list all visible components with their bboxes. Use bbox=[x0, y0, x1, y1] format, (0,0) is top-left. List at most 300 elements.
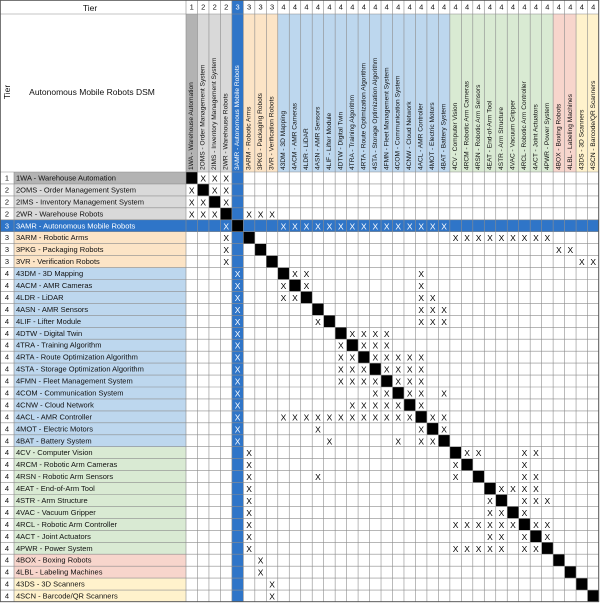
dependency-mark: X bbox=[383, 364, 390, 375]
row-tier-number: 3 bbox=[4, 257, 10, 267]
column-label: 4EAT - End-of-Arm Tool bbox=[486, 100, 494, 170]
column-tier-number: 4 bbox=[350, 2, 355, 12]
amr-col-highlight bbox=[232, 530, 243, 542]
row-label: 4SCN - Barcode/QR Scanners bbox=[16, 591, 118, 601]
dependency-mark: X bbox=[338, 412, 344, 423]
dependency-mark: X bbox=[234, 280, 241, 291]
amr-row-highlight bbox=[588, 220, 599, 232]
row-tier-number: 3 bbox=[4, 245, 10, 255]
dependency-mark: X bbox=[533, 543, 539, 554]
dependency-mark: X bbox=[418, 436, 425, 447]
dependency-mark: X bbox=[188, 185, 195, 196]
column-label: 4TRA - Training Algorithm bbox=[348, 94, 356, 170]
dependency-mark: X bbox=[257, 555, 264, 566]
dependency-mark: X bbox=[360, 221, 367, 232]
row-label: 4FMN - Fleet Management System bbox=[16, 376, 133, 386]
column-tier-number: 4 bbox=[327, 2, 332, 12]
row-tier-number: 4 bbox=[4, 579, 10, 589]
dependency-mark: X bbox=[521, 507, 528, 518]
row-tier-number: 4 bbox=[4, 269, 10, 279]
dependency-mark: X bbox=[441, 412, 447, 423]
column-tier-number: 4 bbox=[533, 2, 538, 12]
row-label: 43DM - 3D Mapping bbox=[16, 269, 84, 279]
dependency-mark: X bbox=[315, 472, 321, 483]
column-label: 4COM - Communication System bbox=[394, 75, 402, 170]
dependency-mark: X bbox=[521, 448, 528, 459]
column-tier-number: 2 bbox=[224, 2, 229, 12]
tier-row-label: Tier bbox=[2, 84, 12, 100]
row-tier-number: 2 bbox=[4, 197, 10, 207]
diagonal-cell bbox=[220, 208, 231, 220]
row-tier-number: 4 bbox=[4, 316, 10, 326]
column-label: 4BAT - Battery System bbox=[440, 103, 448, 170]
dependency-mark: X bbox=[246, 472, 252, 483]
dependency-mark: X bbox=[246, 460, 252, 471]
dependency-mark: X bbox=[349, 376, 356, 387]
amr-col-highlight bbox=[232, 518, 243, 530]
dependency-mark: X bbox=[441, 424, 447, 435]
dependency-mark: X bbox=[475, 519, 482, 530]
dependency-mark: X bbox=[234, 388, 241, 399]
dependency-mark: X bbox=[418, 364, 425, 375]
dependency-mark: X bbox=[533, 484, 539, 495]
dependency-mark: X bbox=[280, 292, 287, 303]
row-tier-number: 4 bbox=[4, 495, 10, 505]
row-label: 2OMS - Order Management System bbox=[16, 185, 137, 195]
column-tier-number: 4 bbox=[361, 2, 366, 12]
row-label: 2WR - Warehouse Robots bbox=[16, 209, 104, 219]
column-label: 4RTA - Route Optimization Algorithm bbox=[360, 62, 368, 170]
dependency-mark: X bbox=[418, 424, 425, 435]
row-label: 4ACM - AMR Cameras bbox=[16, 280, 93, 290]
dependency-mark: X bbox=[556, 245, 562, 256]
dependency-mark: X bbox=[234, 412, 241, 423]
dependency-mark: X bbox=[498, 531, 505, 542]
row-tier-number: 4 bbox=[4, 519, 10, 529]
row-label: 4EAT - End-of-Arm Tool bbox=[16, 484, 95, 494]
column-tier-number: 4 bbox=[419, 2, 424, 12]
row-label: 4LDR - LiDAR bbox=[16, 292, 64, 302]
dependency-mark: X bbox=[223, 185, 229, 196]
dependency-mark: X bbox=[303, 269, 310, 280]
diagonal-cell bbox=[588, 590, 599, 602]
dependency-mark: X bbox=[452, 543, 459, 554]
dependency-mark: X bbox=[510, 484, 516, 495]
column-label: 4LIF - Lifter Module bbox=[325, 112, 333, 170]
row-label: 4BAT - Battery System bbox=[16, 436, 92, 446]
dependency-mark: X bbox=[234, 292, 241, 303]
row-tier-number: 4 bbox=[4, 292, 10, 302]
dependency-mark: X bbox=[521, 460, 528, 471]
diagonal-cell bbox=[347, 339, 358, 351]
amr-col-highlight bbox=[232, 459, 243, 471]
row-tier-number: 2 bbox=[4, 209, 10, 219]
column-label: 2WR - Warehouse Robots bbox=[222, 93, 230, 170]
row-tier-number: 4 bbox=[4, 543, 10, 553]
row-tier-number: 4 bbox=[4, 352, 10, 362]
dependency-mark: X bbox=[280, 412, 287, 423]
row-tier-number: 3 bbox=[4, 233, 10, 243]
dependency-mark: X bbox=[326, 436, 333, 447]
row-label: 1WA - Warehouse Automation bbox=[16, 173, 116, 183]
diagonal-cell bbox=[255, 244, 266, 256]
dependency-mark: X bbox=[269, 579, 275, 590]
row-tier-number: 4 bbox=[4, 280, 10, 290]
column-tier-number: 4 bbox=[591, 2, 596, 12]
dependency-mark: X bbox=[395, 364, 402, 375]
dependency-mark: X bbox=[544, 519, 551, 530]
diagonal-cell bbox=[507, 506, 518, 518]
dependency-mark: X bbox=[372, 328, 379, 339]
column-tier-number: 4 bbox=[442, 2, 447, 12]
dependency-mark: X bbox=[429, 292, 436, 303]
dependency-mark: X bbox=[521, 531, 528, 542]
dependency-mark: X bbox=[360, 412, 367, 423]
diagonal-cell bbox=[473, 471, 484, 483]
dependency-mark: X bbox=[234, 340, 241, 351]
row-label: 4VAC - Vacuum Gripper bbox=[16, 507, 96, 517]
dependency-mark: X bbox=[349, 221, 356, 232]
amr-col-highlight bbox=[232, 495, 243, 507]
row-tier-number: 4 bbox=[4, 424, 10, 434]
column-tier-number: 3 bbox=[235, 2, 240, 12]
row-label: 4ACL - AMR Controller bbox=[16, 412, 92, 422]
dependency-mark: X bbox=[200, 209, 207, 220]
dependency-mark: X bbox=[395, 352, 402, 363]
amr-col-highlight bbox=[232, 471, 243, 483]
dependency-mark: X bbox=[360, 376, 367, 387]
row-tier-number: 4 bbox=[4, 400, 10, 410]
dependency-mark: X bbox=[406, 388, 413, 399]
row-label: 4ASN - AMR Sensors bbox=[16, 304, 89, 314]
column-label: 4PWR - Power System bbox=[543, 102, 551, 170]
dependency-mark: X bbox=[544, 495, 551, 506]
dependency-mark: X bbox=[246, 531, 252, 542]
dependency-mark: X bbox=[498, 233, 505, 244]
column-tier-number: 4 bbox=[373, 2, 378, 12]
diagonal-cell bbox=[312, 303, 323, 315]
dependency-mark: X bbox=[211, 185, 218, 196]
dependency-mark: X bbox=[372, 221, 379, 232]
dependency-mark: X bbox=[533, 519, 539, 530]
dependency-mark: X bbox=[200, 173, 207, 184]
dependency-mark: X bbox=[188, 197, 195, 208]
dependency-mark: X bbox=[292, 269, 298, 280]
dependency-mark: X bbox=[521, 484, 528, 495]
row-tier-number: 4 bbox=[4, 567, 10, 577]
diagonal-cell bbox=[243, 232, 254, 244]
column-label: 4MOT - Electric Motors bbox=[429, 102, 437, 170]
dependency-mark: X bbox=[280, 221, 287, 232]
amr-row-highlight bbox=[565, 220, 576, 232]
dependency-mark: X bbox=[246, 543, 252, 554]
row-tier-number: 4 bbox=[4, 304, 10, 314]
amr-row-highlight bbox=[507, 220, 518, 232]
row-tier-number: 4 bbox=[4, 364, 10, 374]
column-tier-number: 4 bbox=[396, 2, 401, 12]
dependency-mark: X bbox=[349, 352, 356, 363]
dependency-mark: X bbox=[475, 233, 482, 244]
dependency-mark: X bbox=[510, 519, 516, 530]
amr-col-highlight bbox=[232, 172, 243, 184]
column-label: 2IMS - Inventory Management System bbox=[211, 57, 219, 170]
dependency-mark: X bbox=[567, 245, 574, 256]
row-tier-number: 1 bbox=[4, 173, 10, 183]
row-label: 4CV - Computer Vision bbox=[16, 448, 93, 458]
dependency-mark: X bbox=[383, 352, 390, 363]
dependency-mark: X bbox=[246, 484, 252, 495]
row-tier-number: 3 bbox=[4, 221, 10, 231]
row-label: 4ACT - Joint Actuators bbox=[16, 531, 91, 541]
diagonal-cell bbox=[358, 351, 369, 363]
row-tier-number: 4 bbox=[4, 555, 10, 565]
dependency-mark: X bbox=[521, 233, 528, 244]
column-tier-number: 4 bbox=[522, 2, 527, 12]
dependency-mark: X bbox=[464, 519, 470, 530]
column-label: 4RCL - Robotic Arm Controller bbox=[520, 81, 528, 170]
row-label: 4RCM - Robotic Arm Cameras bbox=[16, 460, 118, 470]
row-tier-number: 4 bbox=[4, 591, 10, 601]
dependency-mark: X bbox=[211, 209, 218, 220]
column-tier-number: 3 bbox=[258, 2, 263, 12]
amr-row-highlight bbox=[519, 220, 530, 232]
dependency-mark: X bbox=[475, 448, 482, 459]
column-label: 4STR - Arm Structure bbox=[497, 106, 505, 170]
dependency-mark: X bbox=[452, 472, 459, 483]
dependency-mark: X bbox=[234, 316, 241, 327]
column-tier-number: 1 bbox=[189, 2, 194, 12]
amr-row-highlight bbox=[243, 220, 254, 232]
diagonal-cell bbox=[519, 518, 530, 530]
amr-col-highlight bbox=[232, 232, 243, 244]
dependency-mark: X bbox=[315, 316, 321, 327]
dependency-mark: X bbox=[292, 221, 298, 232]
amr-row-highlight bbox=[542, 220, 553, 232]
row-label: 4LBL - Labeling Machines bbox=[16, 567, 103, 577]
dependency-mark: X bbox=[418, 400, 425, 411]
dependency-mark: X bbox=[326, 221, 333, 232]
column-label: 4DTW - Digital Twin bbox=[337, 111, 345, 170]
column-label: 4RSN - Robotic Arm Sensors bbox=[475, 84, 483, 170]
dependency-mark: X bbox=[360, 340, 367, 351]
diagonal-cell bbox=[197, 184, 208, 196]
dependency-mark: X bbox=[234, 436, 241, 447]
dependency-mark: X bbox=[418, 316, 425, 327]
dependency-mark: X bbox=[372, 340, 379, 351]
dependency-mark: X bbox=[418, 376, 425, 387]
dependency-mark: X bbox=[338, 352, 344, 363]
dependency-mark: X bbox=[487, 507, 493, 518]
amr-row-highlight bbox=[266, 220, 277, 232]
dependency-mark: X bbox=[338, 364, 344, 375]
dependency-mark: X bbox=[292, 292, 298, 303]
row-tier-number: 4 bbox=[4, 412, 10, 422]
diagonal-cell bbox=[301, 291, 312, 303]
column-label: 3ARM - Robotic Arms bbox=[245, 106, 253, 170]
dependency-mark: X bbox=[360, 364, 367, 375]
amr-col-highlight bbox=[232, 542, 243, 554]
diagonal-cell bbox=[324, 315, 335, 327]
dependency-mark: X bbox=[395, 412, 402, 423]
diagonal-cell bbox=[209, 196, 220, 208]
row-label: 4BOX - Boxing Robots bbox=[16, 555, 92, 565]
column-tier-number: 4 bbox=[579, 2, 584, 12]
dependency-mark: X bbox=[246, 209, 252, 220]
dependency-mark: X bbox=[383, 400, 390, 411]
column-label: 4CNW - Cloud Network bbox=[406, 101, 414, 170]
row-tier-number: 4 bbox=[4, 484, 10, 494]
column-label: 3VR - Verification Robots bbox=[268, 96, 276, 170]
diagonal-cell bbox=[335, 327, 346, 339]
dependency-mark: X bbox=[246, 495, 252, 506]
dependency-mark: X bbox=[234, 269, 241, 280]
row-tier-number: 4 bbox=[4, 507, 10, 517]
diagonal-cell bbox=[496, 495, 507, 507]
diagonal-cell bbox=[278, 268, 289, 280]
column-label: 4SCN - Barcode/QR Scanners bbox=[589, 80, 597, 170]
diagonal-cell bbox=[542, 542, 553, 554]
dependency-mark: X bbox=[338, 376, 344, 387]
dependency-mark: X bbox=[521, 495, 528, 506]
row-tier-number: 2 bbox=[4, 185, 10, 195]
dependency-mark: X bbox=[315, 412, 321, 423]
column-label: 3PKG - Packaging Robots bbox=[257, 93, 265, 170]
dependency-mark: X bbox=[269, 591, 275, 602]
dependency-mark: X bbox=[487, 519, 493, 530]
dependency-mark: X bbox=[406, 352, 413, 363]
dependency-mark: X bbox=[429, 304, 436, 315]
dependency-mark: X bbox=[223, 257, 229, 268]
dependency-mark: X bbox=[188, 209, 195, 220]
row-label: 2IMS - Inventory Management System bbox=[16, 197, 144, 207]
dependency-mark: X bbox=[211, 173, 218, 184]
diagonal-cell bbox=[393, 387, 404, 399]
dependency-mark: X bbox=[487, 531, 493, 542]
amr-col-highlight bbox=[232, 196, 243, 208]
column-label: 4LDR - LiDAR bbox=[302, 128, 310, 170]
dependency-mark: X bbox=[360, 328, 367, 339]
dependency-mark: X bbox=[338, 340, 344, 351]
diagonal-cell bbox=[484, 483, 495, 495]
row-label: 4CNW - Cloud Network bbox=[16, 400, 94, 410]
diagonal-cell bbox=[381, 375, 392, 387]
dependency-mark: X bbox=[200, 197, 207, 208]
row-label: 4RTA - Route Optimization Algorithm bbox=[16, 352, 138, 362]
amr-row-highlight bbox=[553, 220, 564, 232]
dependency-mark: X bbox=[360, 400, 367, 411]
dependency-mark: X bbox=[349, 364, 356, 375]
dependency-mark: X bbox=[418, 221, 425, 232]
dependency-mark: X bbox=[510, 233, 516, 244]
diagonal-cell bbox=[232, 220, 243, 232]
amr-row-highlight bbox=[255, 220, 266, 232]
dependency-mark: X bbox=[418, 352, 425, 363]
dependency-mark: X bbox=[383, 221, 390, 232]
row-tier-number: 4 bbox=[4, 436, 10, 446]
dependency-mark: X bbox=[303, 221, 310, 232]
diagonal-cell bbox=[266, 256, 277, 268]
amr-col-highlight bbox=[232, 590, 243, 602]
row-tier-number: 4 bbox=[4, 376, 10, 386]
amr-row-highlight bbox=[209, 220, 220, 232]
dependency-mark: X bbox=[464, 233, 470, 244]
dependency-mark: X bbox=[464, 448, 470, 459]
dependency-mark: X bbox=[223, 245, 229, 256]
dependency-mark: X bbox=[372, 400, 379, 411]
dependency-mark: X bbox=[383, 388, 390, 399]
row-label: 4RSN - Robotic Arm Sensors bbox=[16, 472, 114, 482]
diagonal-cell bbox=[461, 459, 472, 471]
dependency-mark: X bbox=[372, 388, 379, 399]
dependency-mark: X bbox=[452, 460, 459, 471]
dependency-mark: X bbox=[315, 424, 321, 435]
column-label: 4ACL - AMR Controller bbox=[417, 103, 425, 170]
dependency-mark: X bbox=[406, 364, 413, 375]
dependency-mark: X bbox=[406, 376, 413, 387]
column-tier-number: 4 bbox=[407, 2, 412, 12]
dependency-mark: X bbox=[395, 436, 402, 447]
dependency-mark: X bbox=[578, 257, 585, 268]
row-tier-number: 4 bbox=[4, 448, 10, 458]
tier-column-label: Tier bbox=[82, 3, 98, 13]
amr-row-highlight bbox=[473, 220, 484, 232]
dependency-mark: X bbox=[246, 448, 252, 459]
dependency-mark: X bbox=[441, 388, 447, 399]
amr-col-highlight bbox=[232, 244, 243, 256]
column-tier-number: 4 bbox=[487, 2, 493, 12]
dependency-mark: X bbox=[533, 233, 539, 244]
dependency-mark: X bbox=[487, 233, 493, 244]
dependency-mark: X bbox=[372, 352, 379, 363]
dependency-mark: X bbox=[395, 376, 402, 387]
row-label: 4TRA - Training Algorithm bbox=[16, 340, 102, 350]
amr-row-highlight bbox=[496, 220, 507, 232]
row-label: 4PWR - Power System bbox=[16, 543, 93, 553]
column-label: 3AMR - Autonomous Mobile Robots bbox=[234, 65, 242, 170]
dependency-mark: X bbox=[533, 495, 539, 506]
row-label: 43DS - 3D Scanners bbox=[16, 579, 85, 589]
dependency-mark: X bbox=[246, 519, 252, 530]
dependency-mark: X bbox=[383, 412, 390, 423]
column-label: 4ACT - Joint Actuators bbox=[532, 104, 540, 170]
row-tier-number: 4 bbox=[4, 388, 10, 398]
column-tier-number: 4 bbox=[384, 2, 389, 12]
column-label: 2OMS - Order Management System bbox=[199, 64, 207, 170]
column-label: 4BOX - Boxing Robots bbox=[555, 103, 563, 170]
row-label: 3VR - Verification Robots bbox=[16, 257, 100, 267]
dependency-mark: X bbox=[498, 543, 505, 554]
row-tier-number: 4 bbox=[4, 460, 10, 470]
column-label: 4FMN - Fleet Management System bbox=[383, 67, 391, 170]
dependency-mark: X bbox=[234, 424, 241, 435]
column-label: 1WA - Warehouse Automation bbox=[188, 82, 196, 170]
column-tier-number: 4 bbox=[476, 2, 481, 12]
column-tier-number: 4 bbox=[281, 2, 286, 12]
dependency-mark: X bbox=[487, 543, 493, 554]
dependency-mark: X bbox=[395, 400, 402, 411]
column-label: 43DM - 3D Mapping bbox=[280, 110, 288, 170]
column-label: 4LBL - Labeling Machines bbox=[566, 94, 574, 170]
column-tier-number: 4 bbox=[292, 2, 298, 12]
amr-row-highlight bbox=[197, 220, 208, 232]
amr-col-highlight bbox=[232, 184, 243, 196]
row-tier-number: 4 bbox=[4, 340, 10, 350]
dependency-mark: X bbox=[383, 328, 390, 339]
dependency-mark: X bbox=[441, 221, 447, 232]
dependency-mark: X bbox=[315, 221, 321, 232]
column-tier-number: 4 bbox=[464, 2, 470, 12]
header-area bbox=[2, 3, 155, 99]
